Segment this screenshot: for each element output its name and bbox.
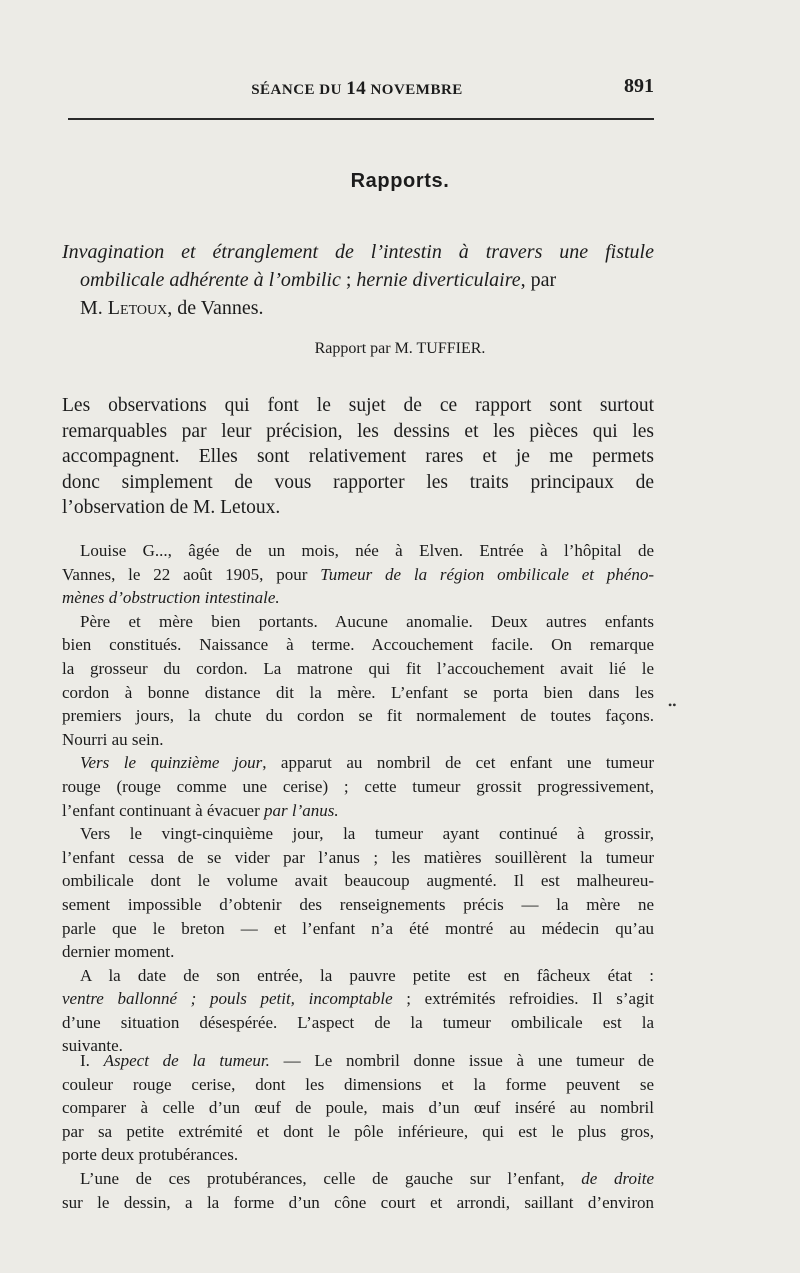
intro-line: Les observations qui font le sujet de ce rapport sont surtout [62,395,654,416]
header-rule [68,118,654,120]
observation-text [62,539,654,1058]
running-head [60,75,654,100]
text-line: A la date de son entrée, la pauvre petite est en fâcheux état : [80,965,654,985]
text-line: ventre ballonné ; pouls petit, incomptable ; extrémités refroidies. Il s’agit [62,989,654,1009]
intro-paragraph [62,393,654,521]
text-line: couleur rouge cerise, dont les dimensions et la forme peuvent se [62,1074,654,1094]
text-line: l’enfant cessa de se vider par l’anus ; les matières souillèrent la tumeur [62,847,654,867]
intro-line: l’observation de M. Letoux. [62,497,281,518]
text-line: cordon à bonne distance dit la mère. L’enfant se porta bien dans les [62,682,654,702]
text-line: d’une situation désespérée. L’aspect de la tumeur ombilicale est la [62,1012,654,1032]
text-line: sur le dessin, a la forme d’un cône court et arrondi, saillant d’environ [62,1192,654,1212]
text-line: ombilicale dont le volume avait beaucoup augmenté. Il est malheureu- [62,871,654,891]
text-line: Vannes, le 22 août 1905, pour Tumeur de la région ombilicale et phéno- [62,564,654,584]
intro-line: remarquables par leur précision, les dessins et les pièces qui les [62,420,654,442]
text-line: bien constitués. Naissance à terme. Accouchement facile. On remarque [62,635,654,655]
text-line: l’enfant continuant à évacuer par l’anus. [62,800,339,820]
section-title: Rapports. [350,170,450,192]
text-line: dernier moment. [62,942,175,962]
text-line: comparer à celle d’un œuf de poule, mais d’un œuf inséré au nombril [62,1098,654,1118]
text-line: Père et mère bien portants. Aucune anomalie. Deux autres enfants [80,611,654,631]
article-title-line-3: M. Letoux, de Vannes. [80,297,264,319]
page-number: 891 [624,75,654,97]
text-line: par sa petite extrémité et dont le pôle inférieure, qui est le plus gros, [62,1121,654,1141]
text-line: premiers jours, la chute du cordon se fit normalement de toutes façons. [62,706,654,726]
article-title-line-2: ombilicale adhérente à l’ombilic ; hernie diverticulaire, par [80,269,557,291]
text-line: la grosseur du cordon. La matrone qui fit l’accouchement avait lié le [62,658,654,678]
article-title-line-1: Invagination et étranglement de l’intestin à travers une fistule [62,241,654,263]
text-line: porte deux protubérances. [62,1145,239,1165]
report-byline: Rapport par M. TUFFIER. [314,340,486,357]
text-line: L’une de ces protubérances, celle de gauche sur l’enfant, de droite [80,1168,654,1188]
intro-line: accompagnent. Elles sont relativement rares et je me permets [62,446,654,467]
text-line: parle que le breton — et l’enfant n’a été montré au médecin qu’au [62,918,654,938]
text-line: rouge (rouge comme une cerise) ; cette tumeur grossit progressivement, [62,776,654,796]
intro-line: donc simplement de vous rapporter les traits principaux de [62,471,654,493]
article-title [62,238,654,322]
text-line: sement impossible d’obtenir des renseignements précis — la mère ne [62,894,654,914]
text-line: Vers le quinzième jour, apparut au nombril de cet enfant une tumeur [80,753,654,773]
tumor-aspect-text [62,1049,654,1214]
text-line: Nourri au sein. [62,729,164,749]
text-line: Vers le vingt-cinquième jour, la tumeur ayant continué à grossir, [80,824,654,844]
running-title: SÉANCE DU 14 NOVEMBRE [251,78,463,99]
margin-mark: •• [668,698,677,712]
text-line: suivante. [62,1036,123,1056]
text-line: mènes d’obstruction intestinale. [62,588,280,608]
text-line: I. Aspect de la tumeur. — Le nombril donne issue à une tumeur de [80,1051,654,1070]
text-line: Louise G..., âgée de un mois, née à Elven. Entrée à l’hôpital de [80,541,654,560]
